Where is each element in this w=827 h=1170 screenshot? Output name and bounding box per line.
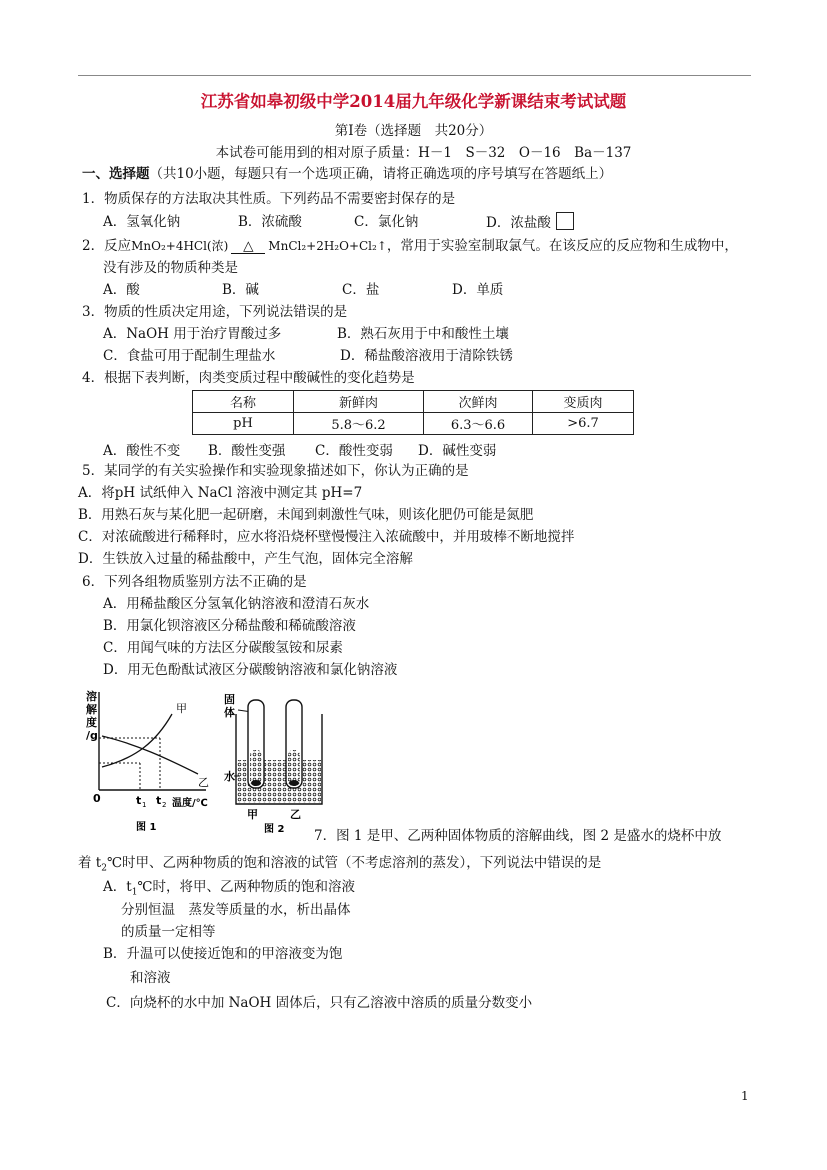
table-header-cell: 变质肉: [533, 391, 634, 413]
q3-stem: 3．物质的性质决定用途，下列说法错误的是: [82, 304, 348, 320]
q6-option-a: A．用稀盐酸区分氢氧化钠溶液和澄清石灰水: [103, 596, 370, 612]
q2-tail: ，常用于实验室制取氯气。在该反应的反应物和生成物中，: [386, 238, 738, 254]
q1-option-d-wrap: [486, 212, 574, 233]
fig1-t1-sub: 1: [142, 801, 147, 809]
q2-option-d: D．单质: [452, 282, 504, 298]
q5-option-b: B．用熟石灰与某化肥一起研磨，未闻到刺激性气味，则该化肥仍可能是氮肥: [78, 507, 534, 523]
q7-line2: [78, 853, 601, 879]
q6-stem: 6．下列各组物质鉴别方法不正确的是: [82, 574, 307, 590]
fig1-label-b: 乙: [198, 776, 209, 789]
q2-eq-right: MnCl₂+2H₂O+Cl₂↑: [268, 239, 387, 253]
fig1-ylabel-4: /g: [86, 729, 98, 742]
fig2-water-label: 水: [224, 770, 235, 783]
q7-stem: 7．图 1 是甲、乙两种固体物质的溶解曲线，图 2 是盛水的烧杯中放: [314, 828, 722, 844]
q2-option-b: B．碱: [222, 282, 259, 298]
part1-heading: [82, 164, 612, 184]
q7-option-a-line2: 分别恒温 蒸发等质量的水，析出晶体: [121, 902, 351, 918]
fig2-caption: 图 2: [264, 824, 285, 835]
part1-label: 一、选择题: [82, 166, 150, 182]
figure-2-beaker: [222, 692, 334, 838]
answer-box: [556, 212, 574, 230]
fig2-crystal-b: [289, 780, 299, 786]
fig1-t2: t: [156, 794, 162, 807]
q6-option-b: B．用氯化钡溶液区分稀盐酸和稀硫酸溶液: [103, 618, 356, 634]
fig1-curve-a: [102, 714, 172, 767]
q3-option-b: B．熟石灰用于中和酸性土壤: [337, 326, 509, 342]
page-number: 1: [741, 1089, 749, 1103]
table-cell: >6.7: [533, 413, 634, 435]
fig1-label-a: 甲: [176, 702, 187, 715]
q2-condition: △: [231, 239, 265, 254]
q2-option-a: A．酸: [103, 282, 140, 298]
fig2-label-a: 甲: [247, 808, 258, 821]
q2-eq-left: MnO₂+4HCl(浓): [131, 239, 229, 253]
q6-option-c: C．用闻气味的方法区分碳酸氢铵和尿素: [103, 640, 343, 656]
fig1-ylabel-2: 解: [86, 703, 97, 716]
ph-table: [192, 390, 634, 435]
table-cell: 5.8～6.2: [294, 413, 424, 435]
table-header-cell: 名称: [193, 391, 294, 413]
table-row: [193, 391, 634, 413]
table-header-cell: 新鲜肉: [294, 391, 424, 413]
q1-option-a: A．氢氧化钠: [103, 214, 181, 230]
q4-option-a: A．酸性不变: [103, 443, 181, 459]
q4-option-c: C．酸性变弱: [315, 443, 393, 459]
q7-option-a-line1: [103, 877, 355, 903]
header-rule: [78, 75, 751, 76]
q2-line1: [82, 236, 738, 256]
figure-1-solubility: [76, 686, 222, 838]
q3-option-d: D．稀盐酸溶液用于清除铁锈: [340, 348, 513, 364]
q4-stem: 4．根据下表判断，肉类变质过程中酸碱性的变化趋势是: [82, 370, 415, 386]
q4-option-b: B．酸性变强: [208, 443, 286, 459]
fig2-label-b: 乙: [290, 808, 301, 821]
q4-option-d: D．碱性变弱: [418, 443, 497, 459]
q1-option-d: D．浓盐酸: [486, 215, 551, 231]
q7-option-c: C．向烧杯的水中加 NaOH 固体后，只有乙溶液中溶质的质量分数变小: [106, 995, 533, 1011]
page-title: 江苏省如皋初级中学2014届九年级化学新课结束考试试题: [200, 92, 627, 111]
table-cell: 6.3～6.6: [424, 413, 533, 435]
fig1-origin: 0: [93, 792, 101, 805]
q5-option-d: D．生铁放入过量的稀盐酸中，产生气泡，固体完全溶解: [78, 551, 413, 567]
q3-option-a: A．NaOH 用于治疗胃酸过多: [103, 326, 282, 342]
fig2-solid-1: 固: [224, 693, 235, 706]
q1-option-b: B．浓硫酸: [238, 214, 302, 230]
fig1-ylabel-1: 溶: [86, 690, 97, 703]
q1-stem: 1．物质保存的方法取决其性质。下列药品不需要密封保存的是: [82, 191, 456, 207]
table-cell: pH: [193, 413, 294, 435]
q5-option-c: C．对浓硫酸进行稀释时，应水将沿烧杯壁慢慢注入浓硫酸中，并用玻棒不断地搅拌: [78, 529, 575, 545]
fig1-t1: t: [136, 794, 142, 807]
q6-option-d: D．用无色酚酞试液区分碳酸钠溶液和氯化钠溶液: [103, 662, 398, 678]
q7-line2-pre: 着 t: [78, 855, 102, 871]
q7-line2-post: ℃时甲、乙两种物质的饱和溶液的试管（不考虑溶剂的蒸发），下列说法中错误的是: [106, 855, 602, 871]
q2-prefix: 2．反应: [82, 238, 132, 254]
q7-option-a-line3: 的质量一定相等: [121, 924, 216, 940]
q2-line2: 没有涉及的物质种类是: [103, 260, 238, 276]
fig1-caption: 图 1: [136, 822, 157, 833]
section-header: 第Ⅰ卷（选择题 共20分）: [334, 123, 493, 139]
fig1-xlabel: 温度/℃: [172, 798, 208, 809]
q2-option-c: C．盐: [342, 282, 380, 298]
q7-line2-sub: 2: [101, 863, 107, 874]
fig1-ylabel-3: 度: [86, 716, 97, 729]
q7-a1-sub: 1: [131, 887, 138, 898]
q7-a1-post: ℃时，将甲、乙两种物质的饱和溶液: [137, 879, 356, 895]
fig2-crystal-a: [251, 780, 261, 786]
q7-option-b-line1: B．升温可以使接近饱和的甲溶液变为饱: [103, 946, 343, 962]
q5-option-a: A．将pH 试纸伸入 NaCl 溶液中测定其 pH=7: [78, 485, 363, 501]
table-row: [193, 413, 634, 435]
table-header-cell: 次鲜肉: [424, 391, 533, 413]
fig2-solid-2: 体: [224, 706, 235, 719]
q1-option-c: C．氯化钠: [354, 214, 419, 230]
fig1-t2-sub: 2: [162, 801, 167, 809]
q5-stem: 5．某同学的有关实验操作和实验现象描述如下，你认为正确的是: [82, 463, 469, 479]
q7-option-b-line2: 和溶液: [130, 970, 171, 986]
part1-desc: （共10小题，每题只有一个选项正确，请将正确选项的序号填写在答题纸上）: [149, 166, 613, 182]
q7-a1-pre: A．t: [103, 879, 132, 895]
atomic-masses: 本试卷可能用到的相对原子质量：H－1 S－32 O－16 Ba－137: [215, 145, 632, 161]
q3-option-c: C．食盐可用于配制生理盐水: [103, 348, 276, 364]
